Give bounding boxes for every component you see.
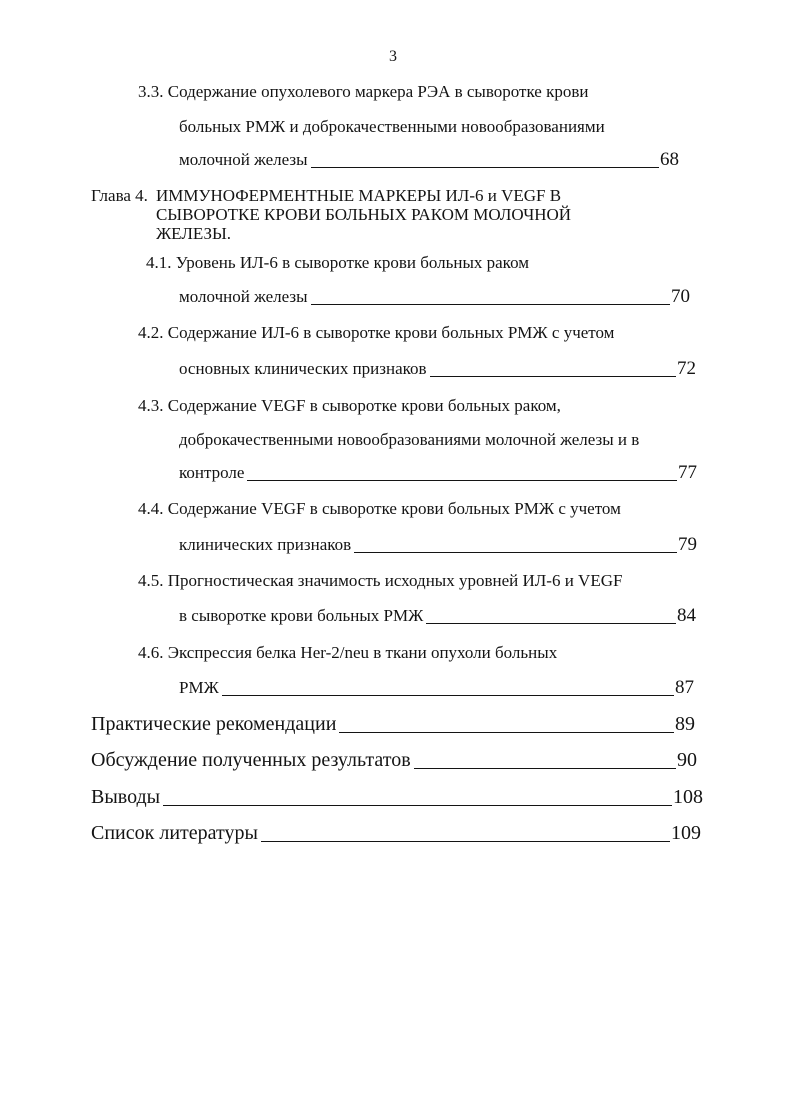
entry-page: 70 (671, 286, 690, 307)
entry-number: 4.3. (138, 396, 164, 415)
toc-entry-4-2-line-1 (138, 323, 614, 343)
leader-rule (339, 717, 674, 733)
toc-entry-4-3-line-1 (138, 396, 561, 416)
entry-text: Содержание VEGF в сыворотке крови больных РМЖ с учетом (167, 499, 621, 518)
section-title: Обсуждение полученных результатов (91, 749, 411, 771)
section-page: 109 (671, 822, 701, 844)
leader-rule (311, 289, 670, 305)
entry-text: РМЖ (179, 678, 219, 697)
toc-entry-4-3-line-2: доброкачественными новообразованиями молочной железы и в (179, 430, 640, 449)
leader-rule (426, 608, 676, 624)
chapter-title-line: ИММУНОФЕРМЕНТНЫЕ МАРКЕРЫ ИЛ-6 и VEGF В (155, 186, 562, 205)
leader-rule (261, 826, 670, 842)
entry-number: 4.5. (138, 571, 164, 590)
toc-section-discussion (91, 749, 697, 771)
section-title: Список литературы (91, 822, 258, 844)
entry-text: клинических признаков (179, 535, 352, 554)
toc-entry-4-2-leader-line (179, 359, 696, 379)
page-number: 3 (389, 48, 397, 65)
chapter-title (156, 186, 571, 243)
chapter-title-line: СЫВОРОТКЕ КРОВИ БОЛЬНЫХ РАКОМ МОЛОЧНОЙ (155, 205, 572, 224)
section-page: 108 (673, 786, 703, 808)
toc-entry-4-4-line-1 (138, 499, 621, 519)
toc-entry-3-3-leader-line (179, 150, 679, 170)
leader-rule (414, 753, 676, 769)
section-page: 90 (677, 749, 697, 771)
leader-rule (247, 465, 677, 481)
toc-section-conclusions (91, 786, 703, 808)
section-title: Практические рекомендации (91, 713, 337, 735)
chapter-title-line: ЖЕЛЕЗЫ. (155, 224, 232, 243)
leader-rule (163, 790, 672, 806)
toc-entry-4-6-leader-line (179, 678, 694, 698)
toc-entry-4-6-line-1 (138, 643, 557, 663)
toc-entry-3-3-line-1 (138, 82, 588, 102)
entry-number: 4.6. (138, 643, 164, 662)
toc-entry-3-3-line-2: больных РМЖ и доброкачественными новообразованиями (179, 117, 605, 136)
entry-page: 72 (677, 358, 696, 379)
toc-entry-4-1-leader-line (179, 287, 690, 307)
chapter-4-heading (91, 186, 571, 243)
entry-text: Содержание VEGF в сыворотке крови больных раком, (167, 396, 561, 415)
entry-number: 4.2. (138, 323, 164, 342)
chapter-label: Глава 4. (91, 186, 148, 205)
entry-text: Прогностическая значимость исходных уровней ИЛ-6 и VEGF (167, 571, 623, 590)
entry-text: молочной железы (179, 150, 308, 169)
toc-section-recommendations (91, 713, 695, 735)
entry-page: 87 (675, 677, 694, 698)
entry-page: 79 (678, 534, 697, 555)
entry-number: 3.3. (138, 82, 164, 101)
entry-page: 84 (677, 605, 696, 626)
section-title: Выводы (91, 786, 161, 808)
toc-entry-4-5-leader-line (179, 606, 696, 626)
leader-rule (354, 537, 677, 553)
leader-rule (311, 152, 659, 168)
entry-text: в сыворотке крови больных РМЖ (179, 606, 424, 625)
entry-text: Уровень ИЛ-6 в сыворотке крови больных раком (175, 253, 530, 272)
entry-page: 77 (678, 462, 697, 483)
toc-entry-4-1-line-1 (146, 253, 529, 273)
entry-number: 4.1. (146, 253, 172, 272)
entry-text: основных клинических признаков (179, 359, 427, 378)
entry-text: Экспрессия белка Her-2/neu в ткани опухоли больных (167, 643, 558, 662)
section-page: 89 (675, 713, 695, 735)
toc-entry-4-4-leader-line (179, 535, 697, 555)
entry-text: молочной железы (179, 287, 308, 306)
toc-entry-4-3-leader-line (179, 463, 697, 483)
leader-rule (222, 680, 674, 696)
entry-number: 4.4. (138, 499, 164, 518)
toc-entry-4-5-line-1 (138, 571, 622, 591)
entry-text: Содержание ИЛ-6 в сыворотке крови больных РМЖ с учетом (167, 323, 615, 342)
entry-text: Содержание опухолевого маркера РЭА в сыворотке крови (167, 82, 589, 101)
entry-page: 68 (660, 149, 679, 170)
entry-text: контроле (179, 463, 245, 482)
leader-rule (430, 361, 676, 377)
toc-section-references (91, 822, 701, 844)
